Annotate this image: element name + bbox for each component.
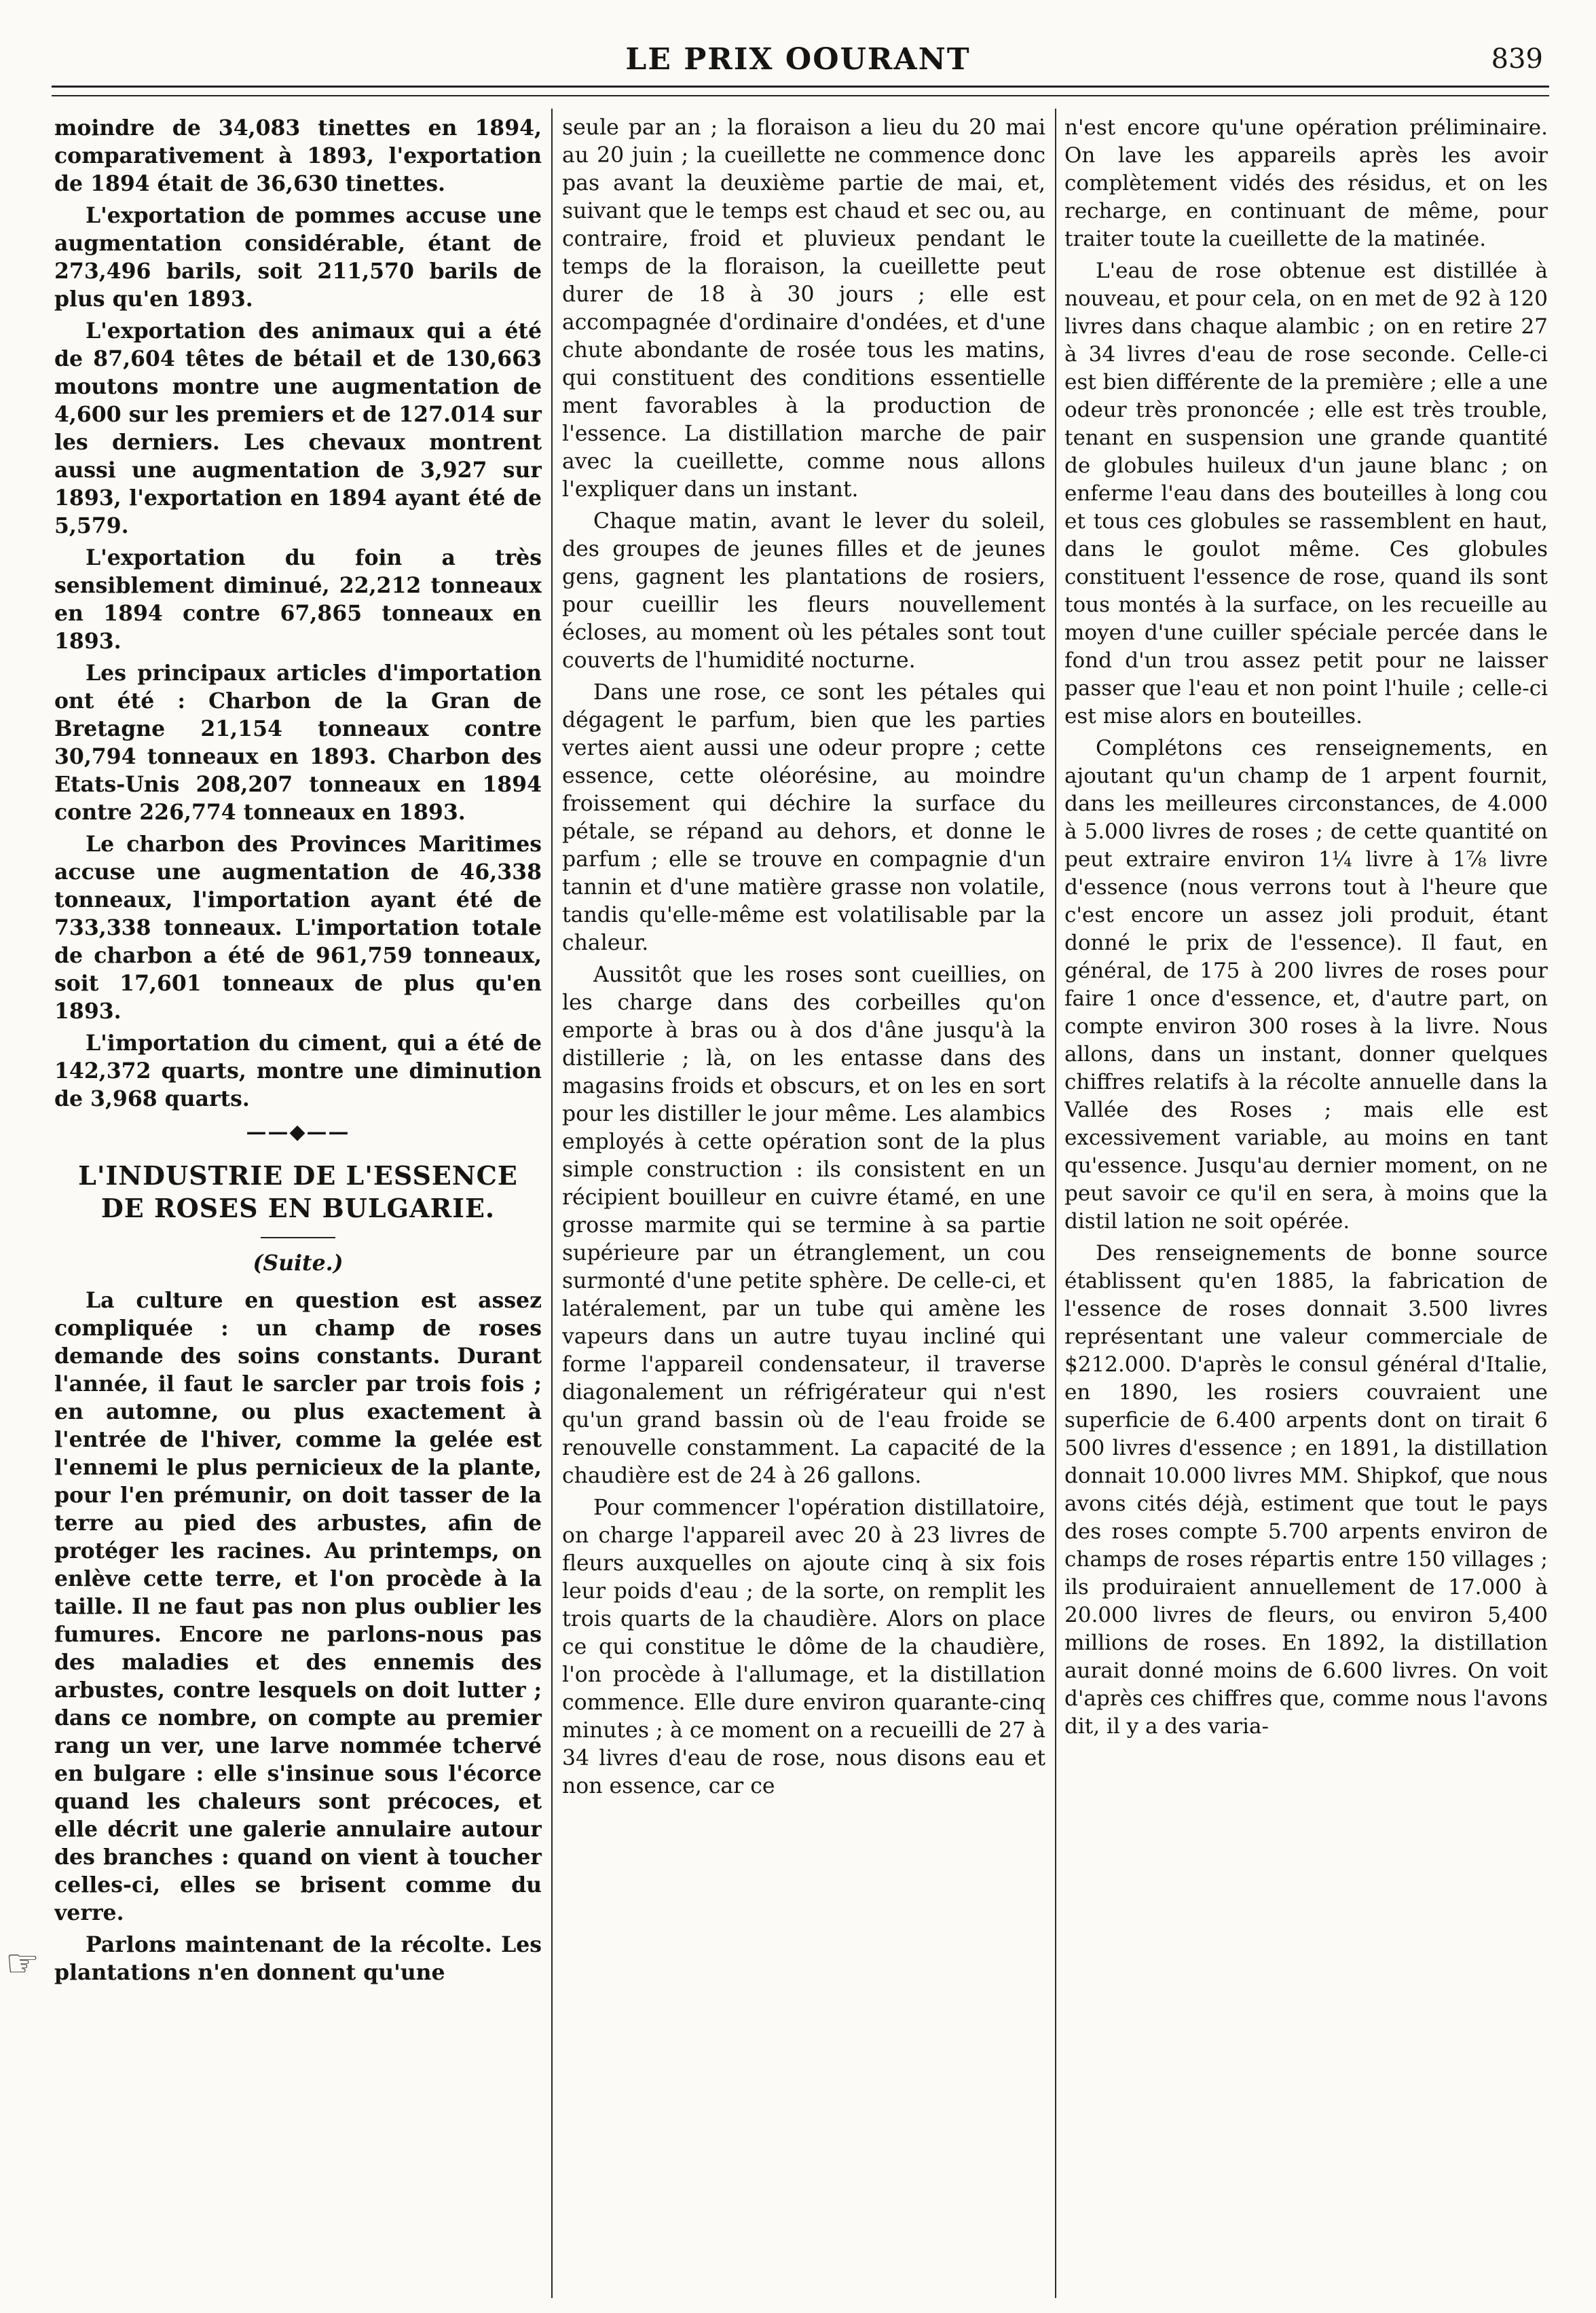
pointing-hand-icon: ☞ [5, 1942, 40, 1986]
paragraph: L'importation du ciment, qui a été de 142,372 quarts, montre une diminution de 3,968 quarts. [54, 1031, 542, 1111]
header-rule-bottom [52, 95, 1549, 96]
column-divider-2 [1055, 109, 1056, 2298]
paragraph: Aussitôt que les roses sont cueillies, on les charge dans des corbeilles qu'on emporte à bras ou à dos d'âne jusqu'à la distillerie ; là, on les entasse dans des magasins froids et obscurs, et on les en sort pour les distiller le jour même. Les alambics employés à cette opération sont de la plus simple construction : ils consistent en un récipient bouilleur en cuivre étamé, en une grosse marmite qui se termine à sa partie supérieure par un étranglement, un cou surmonté d'une petite sphère. De celle-ci, et latéralement, par un tube qui amène les vapeurs dans un autre tuyau incliné qui forme l'appareil condensateur, il traverse diagonalement un réfrigérateur qui n'est qu'un grand bassin où de l'eau froide se renouvelle constamment. La capacité de la chaudière est de 24 à 26 gallons. [562, 963, 1045, 1488]
column-3 [1064, 114, 1548, 2297]
paragraph: L'exportation du foin a très sensiblement diminué, 22,212 tonneaux en 1894 contre 67,865 tonneaux en 1893. [54, 545, 542, 654]
section-title: L'INDUSTRIE DE L'ESSENCE DE ROSES EN BULGARIE. [78, 1160, 518, 1223]
paragraph: Parlons maintenant de la récolte. Les plantations n'en donnent qu'une [54, 1932, 542, 1985]
paragraph: La culture en question est assez compliquée : un champ de roses demande des soins constants. Durant l'année, il faut le sarcler par trois fois ; en automne, ou plus exactement à l'entrée de l'hiver, comme la gelée est l'ennemi le plus pernicieux de la plante, pour l'en prémunir, on doit tasser de la terre au pied des arbustes, afin de protéger les racines. Au printemps, on enlève cette terre, et l'on procède à la taille. Il ne faut pas non plus oublier les fumures. Encore ne parlons-nous pas des maladies et des ennemis des arbustes, contre lesquels on doit lutter ; dans ce nombre, on compte au premier rang un ver, une larve nommée tchervé en bulgare : elle s'insinue sous l'écorce quand les chaleurs sont précoces, et elle décrit une galerie annulaire autour des branches : quand on vient à toucher celles-ci, elles se brisent comme du verre. [54, 1288, 542, 1925]
suite-label: (Suite.) [253, 1251, 344, 1276]
paragraph: Chaque matin, avant le lever du soleil, des groupes de jeunes filles et de jeunes gens, gagnent les plantations de rosiers, pour cueillir les fleurs nouvellement écloses, au moment où les pétales sont tout couverts de l'humidité nocturne. [562, 509, 1045, 673]
column-2 [562, 114, 1045, 2297]
section-separator: ——◆—— [246, 1120, 350, 1144]
title-rule [261, 1237, 335, 1238]
paragraph: L'eau de rose obtenue est distillée à nouveau, et pour cela, on en met de 92 à 120 livres dans chaque alambic ; on en retire 27 à 34 livres d'eau de rose seconde. Celle-ci est bien différente de la première ; elle a une odeur très prononcée ; elle est très trouble, tenant en suspension une grande quantité de globules huileux d'un jaune blanc ; on enferme l'eau dans des bouteilles à long cou et tous ces globules se rassemblent en haut, dans le goulot même. Ces globules constituent l'essence de rose, quand ils sont tous montés à la surface, on les recueille au moyen d'une cuiller spéciale percée dans le fond d'un trou assez petit pour ne laisser passer que l'eau et non point l'huile ; celle-ci est mise alors en bouteilles. [1064, 259, 1548, 728]
paragraph: Pour commencer l'opération distillatoire, on charge l'appareil avec 20 à 23 livres de fleurs auxquelles on ajoute cinq à six fois leur poids d'eau ; de la sorte, on remplit les trois quarts de la chaudière. Alors on place ce qui constitue le dôme de la chaudière, l'on procède à l'allumage, et la distillation commence. Elle dure environ quarante-cinq minutes ; à ce moment on a recueilli de 27 à 34 livres d'eau de rose, nous disons eau et non essence, car ce [562, 1496, 1045, 1798]
paragraph: n'est encore qu'une opération préliminaire. On lave les appareils après les avoir complètement vidés des résidus, et on les recharge, en continuant de même, pour traiter toute la cueillette de la matinée. [1064, 115, 1548, 251]
paragraph: Complétons ces renseignements, en ajoutant qu'un champ de 1 arpent fournit, dans les meilleures circonstances, de 4.000 à 5.000 livres de roses ; de cette quantité on peut extraire environ 1¼ livre à 1⅞ livre d'essence (nous verrons tout à l'heure que c'est encore un assez joli produit, étant donné le prix de l'essence). Il faut, en général, de 175 à 200 livres de roses pour faire 1 once d'essence, et, d'autre part, on compte environ 300 roses à la livre. Nous allons, dans un instant, donner quelques chiffres relatifs à la récolte annuelle dans la Vallée des Roses ; mais elle est excessivement variable, au moins en tant qu'essence. Jusqu'au dernier moment, on ne peut savoir ce qu'il en sera, à moins que la distil lation ne soit opérée. [1064, 736, 1548, 1234]
paragraph: L'exportation de pommes accuse une augmentation considérable, étant de 273,496 barils, soit 211,570 barils de plus qu'en 1893. [54, 203, 542, 312]
header-rule-top [52, 86, 1549, 88]
paragraph: Les principaux articles d'importation ont été : Charbon de la Gran de Bretagne 21,154 tonneaux contre 30,794 tonneaux en 1893. Charbon des Etats-Unis 208,207 tonneaux en 1894 contre 226,774 tonneaux en 1893. [54, 661, 542, 825]
paragraph: moindre de 34,083 tinettes en 1894, comparativement à 1893, l'exportation de 1894 était de 36,630 tinettes. [54, 115, 542, 196]
paragraph: Dans une rose, ce sont les pétales qui dégagent le parfum, bien que les parties vertes aient aussi une odeur propre ; cette essence, cette oléorésine, au moindre froissement qui déchire la surface du pétale, se répand au dehors, et donne le parfum ; elle se trouve en compagnie d'un tannin et d'une matière grasse non volatile, tandis qu'elle-même est volatilisable par la chaleur. [562, 680, 1045, 955]
paragraph: seule par an ; la floraison a lieu du 20 mai au 20 juin ; la cueillette ne commence donc pas avant la deuxième partie de mai, et, suivant que le temps est chaud et sec ou, au contraire, froid et pluvieux pendant le temps de la floraison, la cueillette peut durer de 18 à 30 jours ; elle est accompagnée d'ordinaire d'ondées, et d'une chute abondante de rosée tous les matins, qui constituent des conditions essentielle ment favorables à la production de l'essence. La distillation marche de pair avec la cueillette, comme nous allons l'expliquer dans un instant. [562, 115, 1045, 502]
column-divider-1 [551, 109, 553, 2298]
page-number: 839 [1491, 43, 1543, 75]
paragraph: Le charbon des Provinces Maritimes accuse une augmentation de 46,338 tonneaux, l'importation ayant été de 733,338 tonneaux. L'importation totale de charbon a été de 961,759 tonneaux, soit 17,601 tonneaux de plus qu'en 1893. [54, 832, 542, 1024]
column-1 [54, 114, 542, 2297]
page-header [0, 0, 1596, 95]
paragraph: L'exportation des animaux qui a été de 87,604 têtes de bétail et de 130,663 moutons montre une augmentation de 4,600 sur les premiers et de 127.014 sur les derniers. Les chevaux montrent aussi une augmentation de 3,927 sur 1893, l'exportation en 1894 ayant été de 5,579. [54, 318, 542, 538]
paragraph: Des renseignements de bonne source établissent qu'en 1885, la fabrication de l'essence de roses donnait 3.500 livres représentant une valeur commerciale de $212.000. D'après le consul général d'Italie, en 1890, les rosiers couvraient une superficie de 6.400 arpents dont on tirait 6 500 livres d'essence ; en 1891, la distillation donnait 10.000 livres MM. Shipkof, que nous avons cités déjà, estiment que tout le pays des roses compte 5.700 arpents environ de champs de roses répartis entre 150 villages ; ils produiraient annuellement de 17.000 à 20.000 livres de fleurs, ou environ 5,400 millions de roses. En 1892, la distillation aurait donné moins de 6.600 livres. On voit d'après ces chiffres que, comme nous l'avons dit, il y a des varia- [1064, 1241, 1548, 1739]
journal-title: LE PRIX OOURANT [625, 42, 971, 77]
